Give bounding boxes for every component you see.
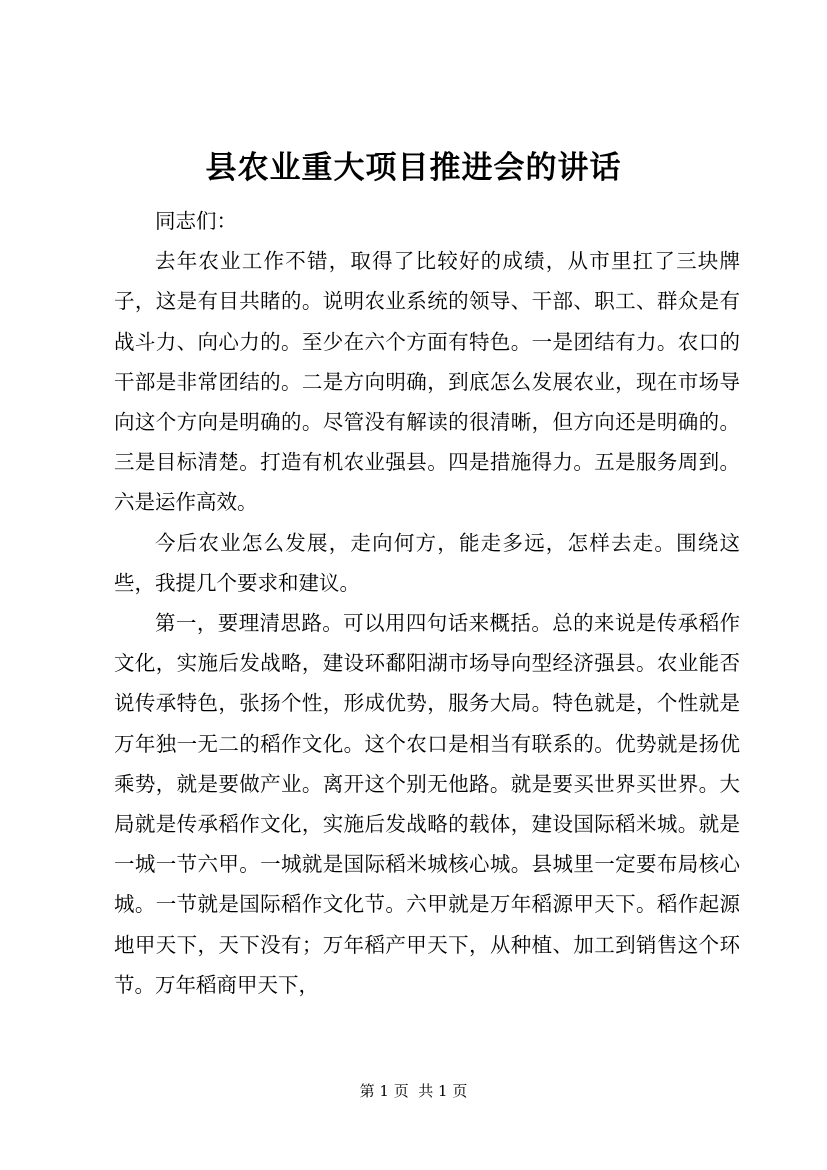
salutation: 同志们： <box>155 209 237 233</box>
page-number-label: 第 1 页 共 1 页 <box>359 1082 468 1100</box>
paragraph-1: 去年农业工作不错，取得了比较好的成绩，从市里扛了三块牌子，这是有目共睹的。说明农业系统的领导、干部、职工、群众是有战斗力、向心力的。至少在六个方面有特色。一是团结有力。农口的干部是非常团结的。二是方向明确，到底怎么发展农业，现在市场导向这个方向是明确的。尽管没有解读的很清晰，但方向还是明确的。三是目标清楚。打造有机农业强县。四是措施得力。五是服务周到。六是运作高效。 <box>114 249 740 515</box>
document-title: 县农业重大项目推进会的讲话 <box>205 150 622 186</box>
paragraph-3: 第一，要理清思路。可以用四句话来概括。总的来说是传承稻作文化，实施后发战略，建设环鄱阳湖市场导向型经济强县。农业能否说传承特色，张扬个性，形成优势，服务大局。特色就是，个性就是万年独一无二的稻作文化。这个农口是相当有联系的。优势就是扬优乘势，就是要做产业。离开这个别无他路。就是要买世界买世界。大局就是传承稻作文化，实施后发战略的载体，建设国际稻米城。就是一城一节六甲。一城就是国际稻米城核心城。县城里一定要布局核心城。一节就是国际稻作文化节。六甲就是万年稻源甲天下。稻作起源地甲天下，天下没有；万年稻产甲天下，从种植、加工到销售这个环节。万年稻商甲天下， <box>114 611 740 997</box>
document-body <box>114 201 740 1005</box>
page-footer <box>0 1081 827 1101</box>
paragraph-2: 今后农业怎么发展，走向何方，能走多远，怎样去走。围绕这些，我提几个要求和建议。 <box>114 530 740 595</box>
